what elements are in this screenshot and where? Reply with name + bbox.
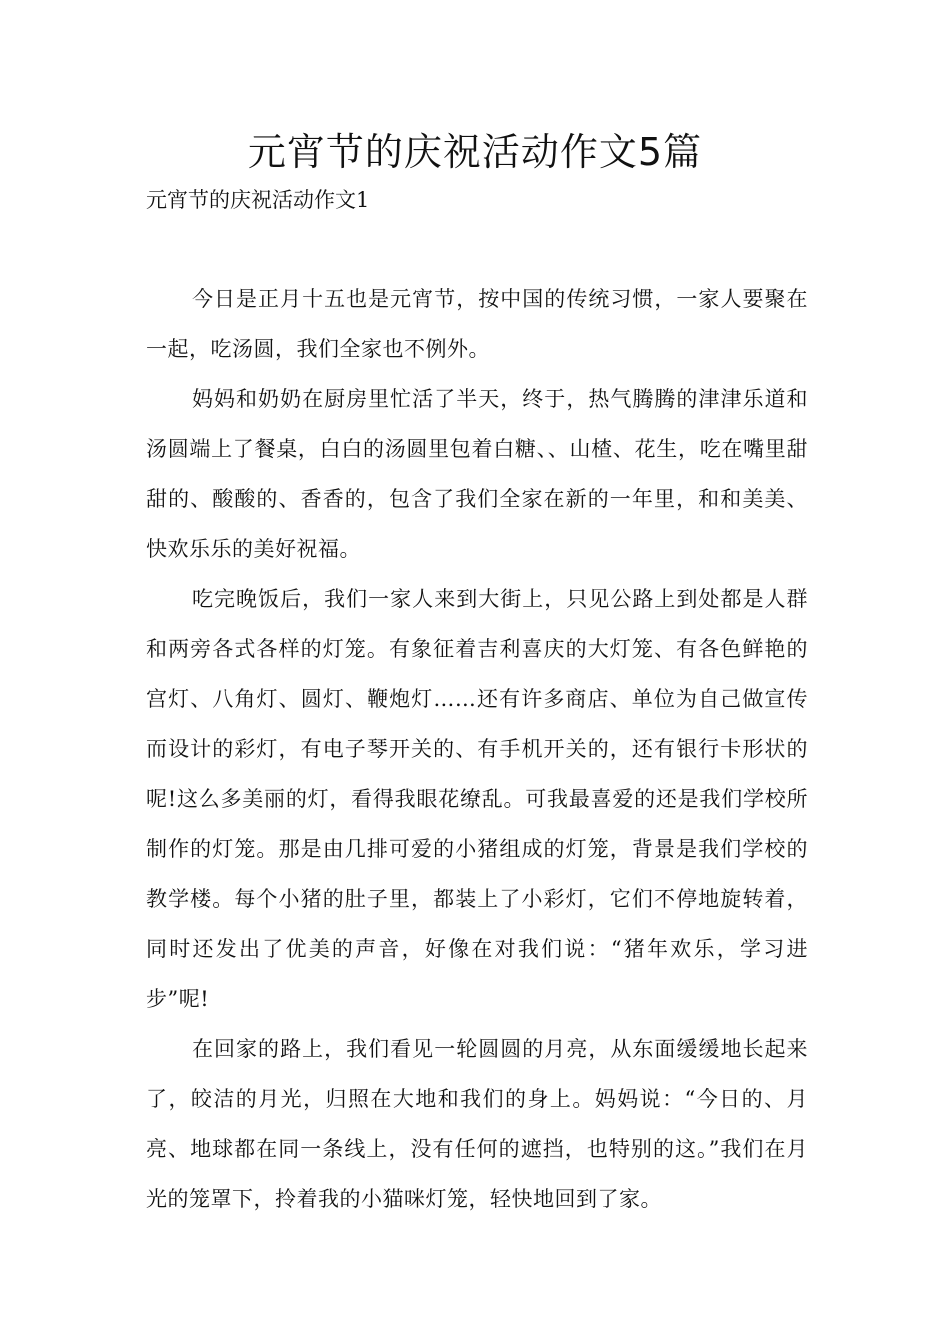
paragraph: 妈妈和奶奶在厨房里忙活了半天，终于，热气腾腾的津津乐道和汤圆端上了餐桌，白白的汤圆里包着白糖、、山楂、花生，吃在嘴里甜甜的、酸酸的、香香的，包含了我们全家在新的一年里，和和美美、快欢乐乐的美好祝福。	[146, 387, 808, 561]
paragraph: 吃完晚饭后，我们一家人来到大街上，只见公路上到处都是人群和两旁各式各样的灯笼。有象征着吉利喜庆的大灯笼、有各色鲜艳的宫灯、八角灯、圆灯、鞭炮灯……还有许多商店、单位为自己做宣传而设计的彩灯，有电子琴开关的、有手机开关的，还有银行卡形状的呢!这么多美丽的灯，看得我眼花缭乱。可我最喜爱的还是我们学校所制作的灯笼。那是由几排可爱的小猪组成的灯笼，背景是我们学校的教学楼。每个小猪的肚子里，都装上了小彩灯，它们不停地旋转着，同时还发出了优美的声音，好像在对我们说：“猪年欢乐，学习进步”呢!	[146, 587, 808, 1011]
document-title: 元宵节的庆祝活动作文5篇	[247, 130, 703, 174]
section-heading: 元宵节的庆祝活动作文1	[146, 188, 370, 212]
essay-body	[146, 274, 808, 1224]
paragraph: 今日是正月十五也是元宵节，按中国的传统习惯，一家人要聚在一起，吃汤圆，我们全家也不例外。	[146, 287, 808, 361]
paragraph: 在回家的路上，我们看见一轮圆圆的月亮，从东面缓缓地长起来了，皎洁的月光，归照在大地和我们的身上。妈妈说：“今日的、月亮、地球都在同一条线上，没有任何的遮挡，也特别的这。”我们在月光的笼罩下，拎着我的小猫咪灯笼，轻快地回到了家。	[146, 1037, 808, 1211]
